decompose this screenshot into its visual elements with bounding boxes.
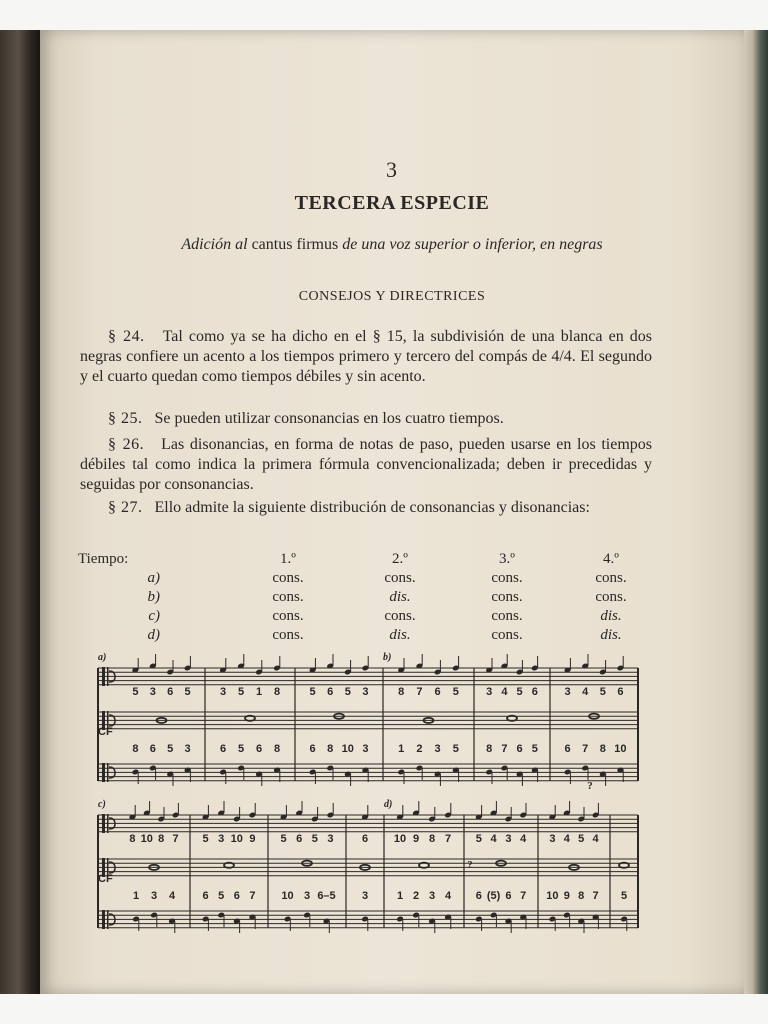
interval-number: 10 [230,833,243,845]
interval-number: 10 [341,743,354,755]
interval-number: 6 [167,686,174,698]
interval-number: 3 [549,833,556,845]
c-clef-icon [102,910,105,929]
interval-number: 5 [578,833,585,845]
paragraph-27-text: Ello admite la siguiente distribución de consonancias y disonancias: [154,499,590,516]
interval-number: 7 [520,890,527,902]
interval-number: 7 [416,686,423,698]
interval-number: 1 [396,890,404,902]
interval-number: 6 [255,743,263,755]
tempo-row-letter: a) [147,570,160,586]
interval-number: 8 [327,743,334,755]
interval-number: (5) [486,890,501,902]
interval-number: 5 [516,686,523,698]
whole-note [419,863,429,868]
tempo-cell: cons. [491,627,523,643]
c-clef-icon [102,814,105,833]
interval-number: 9 [563,890,570,902]
interval-number: 10 [140,833,153,845]
interval-number: 5 [452,686,459,698]
interval-number: 5 [452,743,459,755]
c-clef-icon [102,667,105,686]
subtitle-part3: de una voz superior o inferior, en negras [342,236,603,253]
c-clef-icon [107,763,109,782]
tempo-cell: cons. [595,570,627,586]
tempo-cell: cons. [272,627,304,643]
tempo-header-2: 2.º [392,551,408,567]
book-page [40,30,744,994]
tempo-cell: dis. [389,589,411,605]
example-label: d) [384,799,393,810]
interval-number: 4 [501,686,508,698]
interval-number: 2 [416,743,423,755]
background-bottom [0,994,768,1024]
interval-number: 5 [620,890,628,902]
interval-number: 5 [344,686,351,698]
interval-number: 8 [129,833,136,845]
interval-number: 6 [149,743,156,755]
interval-number: 4 [592,833,599,845]
background-top [0,0,768,30]
interval-number: 3 [327,833,334,845]
interval-number: 7 [501,743,508,755]
interval-number: 3 [505,833,512,845]
tempo-row-letter: b) [147,589,160,605]
paragraph-25-number: § 25. [108,410,143,427]
interval-number: 6 [505,890,512,902]
interval-number: 10 [614,743,627,755]
interval-number: 5 [280,833,287,845]
interval-number: 2 [412,890,420,902]
tempo-cell: cons. [491,608,523,624]
interval-number: 10 [393,833,407,845]
interval-number: 8 [132,743,139,755]
interval-number: 3 [150,890,158,902]
c-clef-icon [107,814,109,833]
interval-number: 3 [362,743,369,755]
paragraph-26-number: § 26. [108,436,145,453]
subtitle-part1: Adición al [181,236,248,253]
paragraph-24-text: Tal como ya se ha dicho en el § 15, la subdivisión de una blanca en dos negras confiere un acento a los tiempos primero y tercero del compás de 4/4. El segundo y el cuarto quedan como tiempos débiles y sin acento. [80,328,653,385]
interval-number: 5 [531,743,538,755]
interval-number: 1 [398,743,405,755]
tempo-row-letter: d) [147,627,160,643]
interval-number: 4 [168,890,176,902]
interval-number: 6 [564,743,571,755]
left-book-edge [0,30,40,994]
section-heading: CONSEJOS Y DIRECTRICES [298,289,486,304]
interval-number: 4 [490,833,497,845]
interval-number: 8 [486,743,493,755]
tempo-cell: dis. [600,627,622,643]
interval-number: 3 [184,743,191,755]
interval-number: 6 [531,686,538,698]
tempo-label: Tiempo: [78,551,129,567]
interval-number: 3 [149,686,156,698]
interval-number: 6 [219,743,227,755]
interval-number: 6 [617,686,624,698]
right-book-edge [742,30,768,994]
example-label: a) [98,652,107,663]
interval-number: 8 [273,686,281,698]
question-mark: ? [587,780,593,792]
tempo-cell: cons. [272,608,304,624]
interval-number: 3 [361,890,369,902]
interval-number: 8 [599,743,606,755]
interval-number: 8 [398,686,405,698]
interval-number: 9 [412,833,420,845]
tempo-cell: dis. [600,608,622,624]
music-system-1 [98,652,638,786]
interval-number: 4 [520,833,527,845]
tempo-cell: cons. [384,608,416,624]
chapter-number: 3 [386,157,398,182]
interval-number: 1 [132,890,140,902]
whole-note [245,716,255,721]
cantus-firmus-label: CF [98,873,113,885]
interval-number: 4 [444,890,452,902]
interval-number: 5 [311,833,318,845]
interval-number: 1 [255,686,263,698]
interval-number: 3 [434,743,441,755]
interval-number: 5 [132,686,139,698]
music-system-2 [98,780,638,933]
tempo-cell: cons. [384,570,416,586]
interval-number: 6 [516,743,523,755]
interval-number: 9 [249,833,256,845]
interval-number: 8 [578,890,585,902]
interval-number: 3 [362,686,369,698]
interval-number: 5 [309,686,316,698]
interval-number: 3 [303,890,311,902]
interval-number: 3 [428,890,436,902]
interval-number: 6 [202,890,209,902]
paragraph-25-text: Se pueden utilizar consonancias en los cuatro tiempos. [154,410,504,427]
interval-number: 7 [172,833,179,845]
interval-number: 3 [564,686,571,698]
tempo-cell: cons. [272,589,304,605]
interval-number: 5 [237,686,245,698]
interval-number: 3 [486,686,493,698]
interval-number: 7 [444,833,452,845]
interval-number: 5 [167,743,174,755]
tempo-row-letter: c) [148,608,160,624]
interval-number: 7 [582,743,589,755]
whole-note [224,863,234,868]
interval-number: 4 [582,686,589,698]
interval-number: 6 [361,833,369,845]
c-clef-icon [107,910,109,929]
interval-number: 5 [184,686,191,698]
interval-number: 7 [592,890,599,902]
c-clef-icon [102,763,105,782]
paragraph-27-number: § 27. [108,499,143,516]
interval-number: 5 [202,833,209,845]
interval-number: 10 [546,890,559,902]
cantus-firmus-label: CF [98,726,113,738]
interval-number: 6 [327,686,334,698]
tempo-cell: cons. [272,570,304,586]
interval-number: 5 [475,833,482,845]
paragraph-24-number: § 24. [108,328,145,345]
tempo-header-3: 3.º [499,551,515,567]
interval-number: 6 [296,833,303,845]
paragraph-26-text: Las disonancias, en forma de notas de paso, pueden usarse en los tiempos débiles tal como indica la primera fórmula convencionalizada; deben ir precedidas y seguidas por consonancias. [80,436,653,493]
example-label: c) [98,799,106,810]
interval-number: 3 [218,833,225,845]
example-label: b) [383,652,392,663]
subtitle-part2: cantus firmus [251,236,339,253]
c-clef-icon [107,667,109,686]
interval-number: 6 [434,686,441,698]
chapter-title: TERCERA ESPECIE [294,192,490,214]
interval-number: 6 [475,890,482,902]
interval-number: 10 [281,890,294,902]
interval-number: 7 [249,890,256,902]
interval-number: 5 [218,890,225,902]
interval-number: 6 [309,743,316,755]
interval-number: 5 [237,743,245,755]
interval-number: 8 [158,833,165,845]
tempo-cell: dis. [389,627,411,643]
interval-number: 3 [219,686,227,698]
tempo-header-4: 4.º [603,551,619,567]
interval-number: 8 [428,833,436,845]
tempo-header-1: 1.º [280,551,296,567]
whole-note [619,863,629,868]
interval-number: 4 [563,833,570,845]
tempo-cell: cons. [491,589,523,605]
whole-note [507,716,517,721]
tempo-cell: cons. [491,570,523,586]
interval-number: 8 [273,743,281,755]
tempo-cell: cons. [595,589,627,605]
interval-number: 6 [233,890,240,902]
interval-number: 5 [599,686,606,698]
interval-number: 6–5 [317,890,336,902]
music-examples [40,30,744,994]
question-mark: ? [467,859,473,871]
